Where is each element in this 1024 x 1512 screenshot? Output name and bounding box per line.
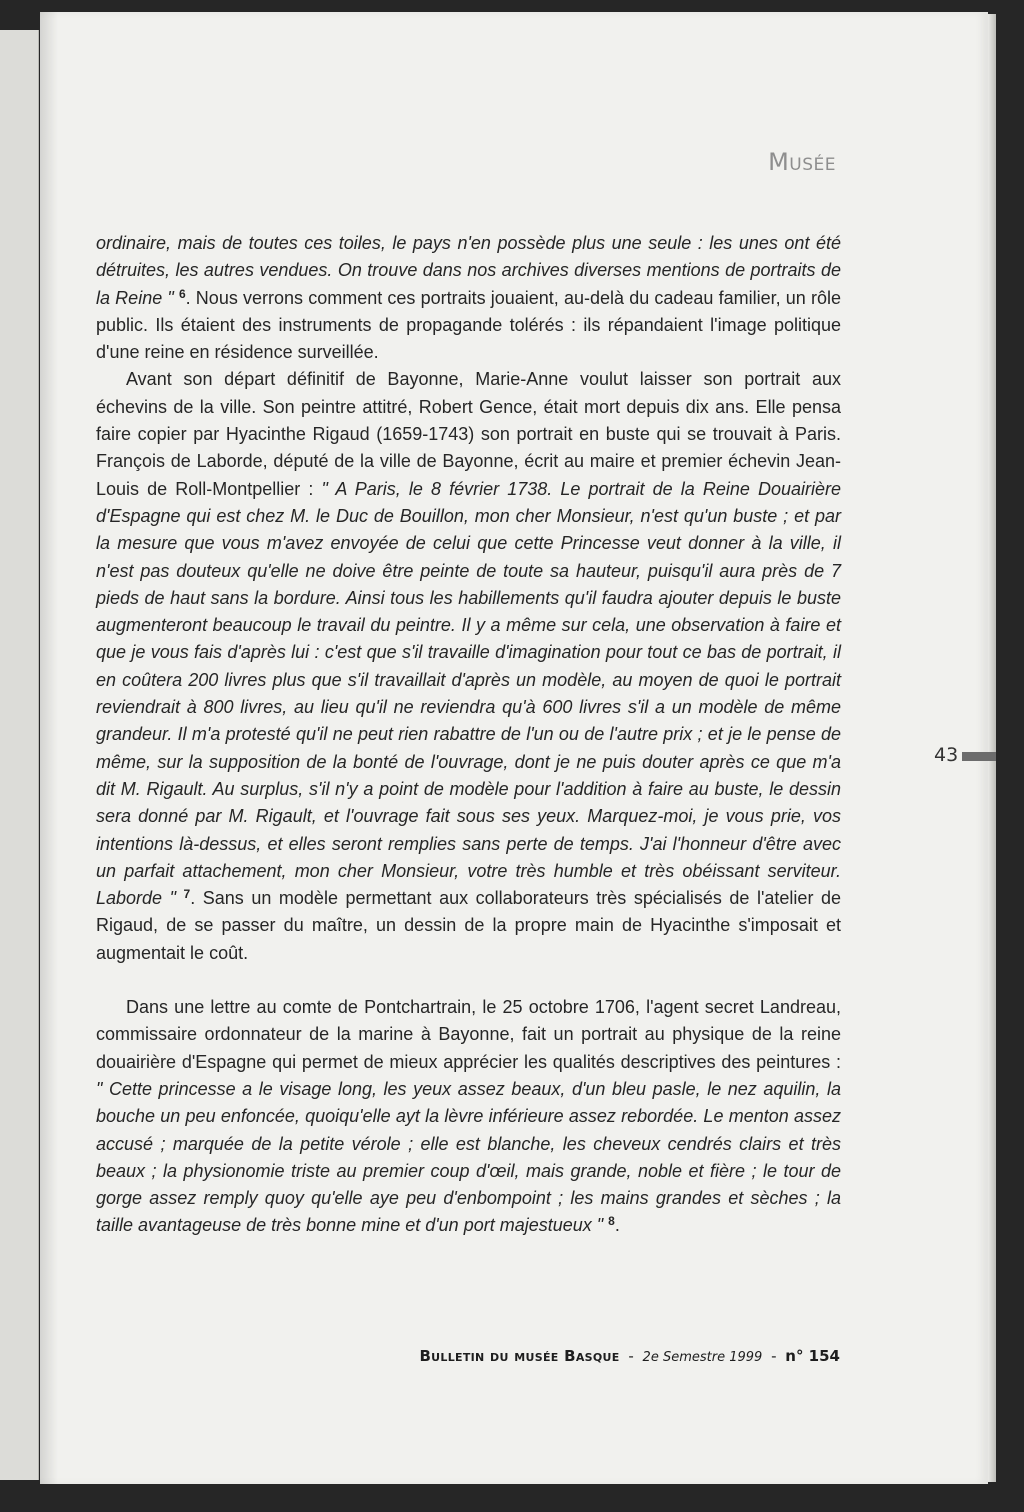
footer-separator: - [628, 1347, 634, 1365]
body-text: . [614, 1215, 620, 1236]
page-number-tab [962, 752, 996, 761]
footer-separator: - [771, 1347, 777, 1365]
paragraph-2 [96, 366, 841, 967]
facing-page-edge [0, 30, 39, 1480]
body-text: Dans une lettre au comte de Pontchartrain, le 25 octobre 1706, l'agent secret Landreau, commissaire ordonnateur de la marine à Bayonne, fait un portrait au physique de la reine douairière d'Espagne qui permet de mieux apprécier les qualités descriptives des peintures : [96, 997, 841, 1072]
body-text: Avant son départ définitif de Bayonne, Marie-Anne voulut laisser son portrait aux échevins de la ville. Son peintre attitré, Robert Gence, était mort depuis dix ans. Elle pensa faire copier par Hyacinthe Rigaud (1659-1743) son portrait en buste qui se trouvait à Paris. François de Laborde, député de la ville de Bayonne, écrit au maire et premier échevin Jean-Louis de Roll-Montpellier : [96, 369, 841, 499]
footer-journal-title: Bulletin du musée Basque [419, 1347, 620, 1365]
article-body [96, 230, 841, 1240]
footer [419, 1347, 840, 1365]
body-text: . Nous verrons comment ces portraits jouaient, au-delà du cadeau familier, un rôle public. Ils étaient des instruments de propagande tolérés : ils répandaient l'image politique d'une reine en résidence surveillée. [96, 287, 842, 363]
footnote-reference: 8 [608, 1214, 615, 1229]
paragraph-3 [96, 994, 841, 1240]
footnote-reference: 7 [183, 887, 191, 902]
footnote-reference: 6 [178, 286, 186, 301]
spine-shadow [40, 12, 58, 1484]
quoted-text: ordinaire, mais de toutes ces toiles, le pays n'en possède plus une seule : les unes ont été détruites, les autres vendues. On trouve dans nos archives diverses mentions de portraits de la Reine " [96, 233, 841, 308]
running-head: Musée [768, 148, 836, 176]
quoted-text: " A Paris, le 8 février 1738. Le portrait de la Reine Douairière d'Espagne qui est chez M. le Duc de Bouillon, mon cher Monsieur, n'est qu'un buste ; et par la mesure que vous m'avez envoyée de celui que cette Princesse veut donner à la ville, il n'est pas douteux qu'elle ne doive être peinte de toute sa hauteur, puisqu'il aura près de 7 pieds de haut sans la bordure. Ainsi tous les habillements qu'il faudra ajouter depuis le buste augmenteront beaucoup le travail du peintre. Il y a même sur cela, une observation à faire et que je vous fais d'après lui : c'est que s'il travaille d'imagination pour tout ce bas de portrait, il en coûtera 200 livres plus que s'il travaillait d'après un modèle, au moyen de quoi le portrait reviendrait à 800 livres, au lieu qu'il ne reviendra qu'à 600 livres s'il a un modèle de même grandeur. Il m'a protesté qu'il ne peut rien rabattre de l'un ou de l'autre prix ; et je le pense de même, sur la supposition de la bonté de l'ouvrage, dont je ne puis douter après ce que m'a dit M. Rigault. Au surplus, s'il n'y a point de modèle pour l'addition à faire au buste, le dessin sera donné par M. Rigault, et l'ouvrage fait sous ses yeux. Marquez-moi, je vous prie, vos intentions là-dessus, et elles seront remplies sans perte de temps. J'ai l'honneur d'être avec un parfait attachement, mon cher Monsieur, votre très humble et très obéissant serviteur. Laborde " [96, 478, 841, 909]
quoted-text: " Cette princesse a le visage long, les yeux assez beaux, d'un bleu pasle, le nez aquilin, la bouche un peu enfoncée, quoiqu'elle ayt la lèvre inférieure assez rebordée. Le menton assez accusé ; marquée de la petite vérole ; elle est blanche, les cheveux cendrés clairs et très beaux ; la physionomie triste au premier coup d'œil, mais grande, noble et fière ; le tour de gorge assez remply quoy qu'elle aye peu d'enbompoint ; les mains grandes et sèches ; la taille avantageuse de très bonne mine et d'un port majestueux " [96, 1078, 841, 1236]
footer-issue-number: n° 154 [785, 1347, 840, 1365]
body-text: . Sans un modèle permettant aux collaborateurs très spécialisés de l'atelier de Rigaud, de se passer du maître, un dessin de la propre main de Hyacinthe s'imposait et augmentait le coût. [96, 888, 841, 963]
footer-semester: 2e Semestre 1999 [642, 1350, 763, 1365]
paragraph-1 [96, 230, 841, 366]
page-number: 43 [934, 744, 959, 766]
